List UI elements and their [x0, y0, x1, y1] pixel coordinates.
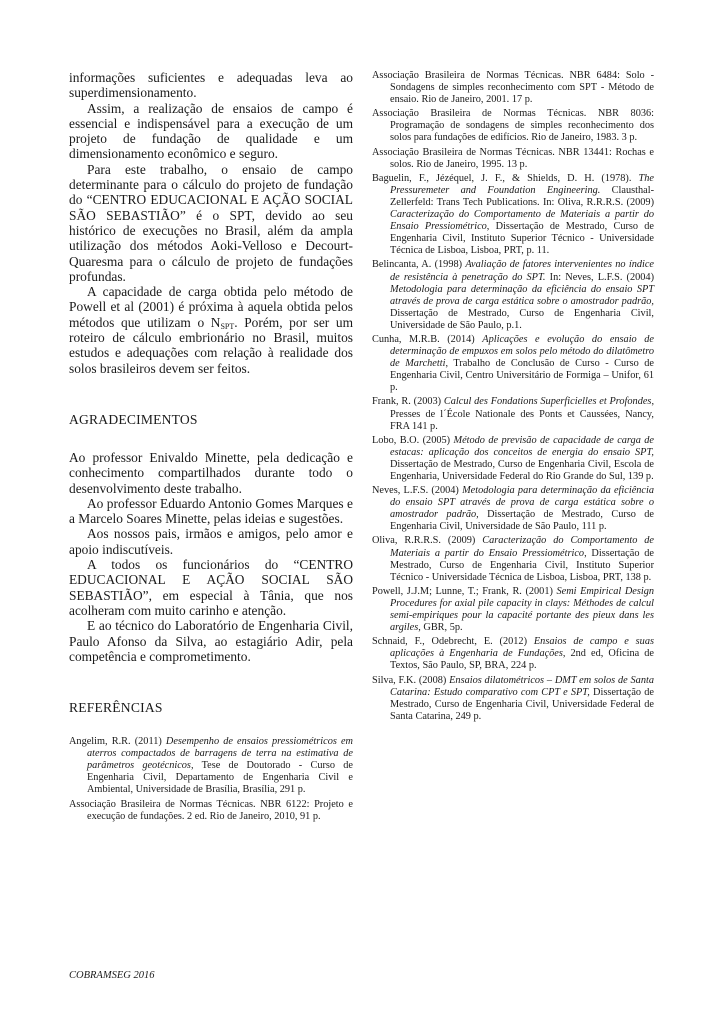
reference-entry: [372, 675, 654, 723]
p4-text-before: A capacidade de carga obtida pelo método de Powell et al (2001) é próxima à aquela obtida pelos métodos que utilizam o N: [69, 284, 353, 330]
references-heading: REFERÊNCIAS: [69, 700, 163, 716]
reference-entry: [372, 70, 654, 106]
reference-text: In: Neves, L.F.S. (2004): [545, 271, 655, 283]
reference-title: Avaliação de fatores intervenientes no índice de resistência à penetração do SPT.: [390, 259, 654, 283]
p4-text-after: . Porém, por ser um roteiro de cálculo embrionário no Brasil, muitos estudos e adequações com relação à realidade dos solos brasileiros devem ser feitos.: [69, 314, 353, 376]
reference-text: Angelim, R.R. (2011): [69, 736, 166, 748]
reference-title: Ensaios de campo e suas aplicações à Engenharia de Fundações: [390, 636, 654, 660]
reference-title: Desempenho de ensaios pressiométricos em aterros compactados de barragens de terra na estimativa de parâmetros geotécnicos,: [87, 736, 353, 772]
reference-entry: [372, 147, 654, 171]
reference-entry: [69, 736, 353, 796]
reference-text: Belincanta, A. (1998): [372, 259, 466, 271]
reference-entry: [372, 535, 654, 583]
ack-paragraph-2: Ao professor Eduardo Antonio Gomes Marques e a Marcelo Soares Minette, pelas ideias e sugestões.: [69, 495, 353, 527]
reference-entry: [69, 799, 353, 823]
reference-text: Silva, F.K. (2008): [372, 674, 450, 686]
reference-text: Powell, J.J.M; Lunne, T.; Frank, R. (2001): [372, 585, 557, 597]
reference-text: Dissertação de Mestrado, Curso de Engenharia Civil, Escola de Engenharia, Universidade Federal do Rio Grande do Sul, 139 p.: [390, 458, 654, 482]
reference-text: Schnaid, F., Odebrecht, E. (2012): [372, 636, 534, 648]
left-column: [69, 70, 353, 825]
reference-text: Tese de Doutorado - Curso de Engenharia Civil, Departamento de Engenharia Civil e Ambiental, Universidade de Brasília, Brasília, 291 p.: [87, 760, 354, 796]
acknowledgements-heading: AGRADECIMENTOS: [69, 411, 198, 427]
right-column: [372, 70, 654, 725]
reference-entry: [372, 435, 654, 483]
body-paragraph-1: informações suficientes e adequadas leva ao superdimensionamento.: [69, 70, 353, 101]
ack-paragraph-1: Ao professor Enivaldo Minette, pela dedicação e conhecimento compartilhados durante todo o desenvolvimento deste trabalho.: [69, 449, 353, 496]
reference-text: Clausthal-Zellerfeld: Trans Tech Publications. In: Oliva, R.R.R.S. (2009): [390, 184, 655, 208]
reference-title: Caracterização do Comportamento de Materiais a partir do Ensaio Pressiométrico: [390, 535, 654, 559]
reference-text: Associação Brasileira de Normas Técnicas. NBR 6484: Solo - Sondagens de simples reconhecimento com SPT - Método de ensaio. Rio de Janeiro, 2001. 17 p.: [372, 70, 654, 106]
reference-title: Semi Empirical Design Procedures for axial pile capacity in clays: Méthodes de calcul semi-empiriques pour la capacité portante des pieux dans les argiles: [390, 585, 654, 634]
reference-text: Frank, R. (2003): [372, 396, 444, 408]
reference-text: Neves, L.F.S. (2004): [372, 485, 463, 497]
reference-entry: [372, 485, 654, 533]
references-list-left: [69, 736, 353, 823]
reference-text: , Dissertação de Mestrado, Curso de Engenharia Civil, Instituto Superior Técnico - Universidade Técnica de Lisboa, Lisboa, PRT, p. 11.: [390, 221, 655, 257]
reference-text: Lobo, B.O. (2005): [372, 434, 454, 446]
reference-entry: [372, 396, 654, 432]
reference-text: Oliva, R.R.R.S. (2009): [372, 535, 483, 547]
references-list-right: [372, 70, 654, 723]
reference-text: Dissertação de Mestrado, Curso de Engenharia Civil, Universidade Federal de Santa Catarina, 249 p.: [390, 686, 654, 722]
reference-entry: [372, 108, 654, 144]
reference-entry: [372, 173, 654, 258]
reference-text: Associação Brasileira de Normas Técnicas. NBR 8036: Programação de sondagens de simples reconhecimento dos solos para fundações de edifícios. Rio de Janeiro, 1983. 3 p.: [372, 108, 654, 144]
reference-title: Metodologia para determinação da eficiência do ensaio SPT através de prova de carga estática sobre o amostrador padrão,: [390, 485, 654, 521]
reference-text: , Presses de l´École Nationale des Ponts et Caussées, Nancy, FRA 141 p.: [390, 396, 655, 432]
reference-entry: [372, 259, 654, 332]
body-paragraph-4: [69, 284, 353, 376]
reference-text: Cunha, M.R.B. (2014): [372, 333, 483, 345]
reference-text: Associação Brasileira de Normas Técnicas. NBR 13441: Rochas e solos. Rio de Janeiro, 1995. 13 p.: [372, 146, 654, 170]
reference-text: Associação Brasileira de Normas Técnicas. NBR 6122: Projeto e execução de fundações. 2 ed. Rio de Janeiro, 2010, 91 p.: [69, 798, 353, 822]
reference-title: Ensaios dilatométricos – DMT em solos de Santa Catarina: Estudo comparativo com CPT e SPT,: [390, 674, 654, 698]
reference-text: , Dissertação de Mestrado, Curso de Engenharia Civil, Instituto Superior Técnico - Universidade Técnica de Lisboa, Lisboa, PRT, 138 p.: [390, 547, 654, 583]
reference-text: , 2nd ed, Oficina de Textos, São Paulo, SP, BRA, 224 p.: [390, 648, 654, 672]
reference-title: Caracterização do Comportamento de Materiais a partir do Ensaio Pressiométrico: [390, 209, 654, 233]
ack-paragraph-3: Aos nossos pais, irmãos e amigos, pelo amor e apoio indiscutíveis.: [69, 526, 353, 557]
reference-title: Calcul des Fondations Superficielles et Profondes: [443, 396, 652, 408]
ack-paragraph-4: A todos os funcionários do “CENTRO EDUCACIONAL E AÇÃO SOCIAL SÃO SEBASTIÃO”, em especial à Tânia, que nos acolheram com muito carinho e atenção.: [69, 557, 353, 618]
reference-title: Metodologia para determinação da eficiência do ensaio SPT através de prova de carga estática sobre o amostrador padrão,: [390, 283, 654, 307]
reference-entry: [372, 586, 654, 634]
body-paragraph-2: Assim, a realização de ensaios de campo é essencial e indispensável para a execução de um projeto de fundação de qualidade e um dimensionamento econômico e seguro.: [69, 100, 353, 162]
ack-paragraph-5: E ao técnico do Laboratório de Engenharia Civil, Paulo Afonso da Silva, ao estagiário Adir, pela competência e comprometimento.: [69, 618, 353, 664]
reference-entry: [372, 334, 654, 394]
reference-title: Método de previsão de capacidade de carga de estacas: aplicação dos conceitos de energia do ensaio SPT,: [390, 434, 655, 458]
reference-title: Aplicações e evolução do ensaio de determinação de empuxos em solos pelo método do dilatômetro de Marchetti: [390, 333, 655, 370]
reference-title: The Pressuremeter and Foundation Engineering.: [390, 172, 654, 196]
reference-text: , GBR, 5p.: [418, 622, 463, 634]
body-paragraph-3: Para este trabalho, o ensaio de campo determinante para o cálculo do projeto de fundação do “CENTRO EDUCACIONAL E AÇÃO SOCIAL SÃO SEBASTIÃO” é o SPT, devido ao seu histórico de execuções no Brasil, além da ampla utilização dos métodos Aoki-Velloso e Decourt-Quaresma para o cálculo de projeto de fundações profundas.: [69, 161, 353, 284]
footer-conference-label: COBRAMSEG 2016: [69, 970, 155, 981]
reference-entry: [372, 636, 654, 672]
reference-text: Baguelin, F., Jézéquel, J. F., & Shields, D. H. (1978).: [372, 172, 639, 184]
reference-text: Dissertação de Mestrado, Curso de Engenharia Civil, Universidade de São Paulo, 111 p.: [390, 509, 654, 533]
spt-subscript: SPT: [220, 321, 235, 331]
reference-text: , Trabalho de Conclusão de Curso - Curso de Engenharia Civil, Centro Universitário de Formiga – Unifor, 61 p.: [390, 358, 654, 394]
reference-text: Dissertação de Mestrado, Curso de Engenharia Civil, Universidade de São Paulo, p.1.: [390, 307, 654, 331]
